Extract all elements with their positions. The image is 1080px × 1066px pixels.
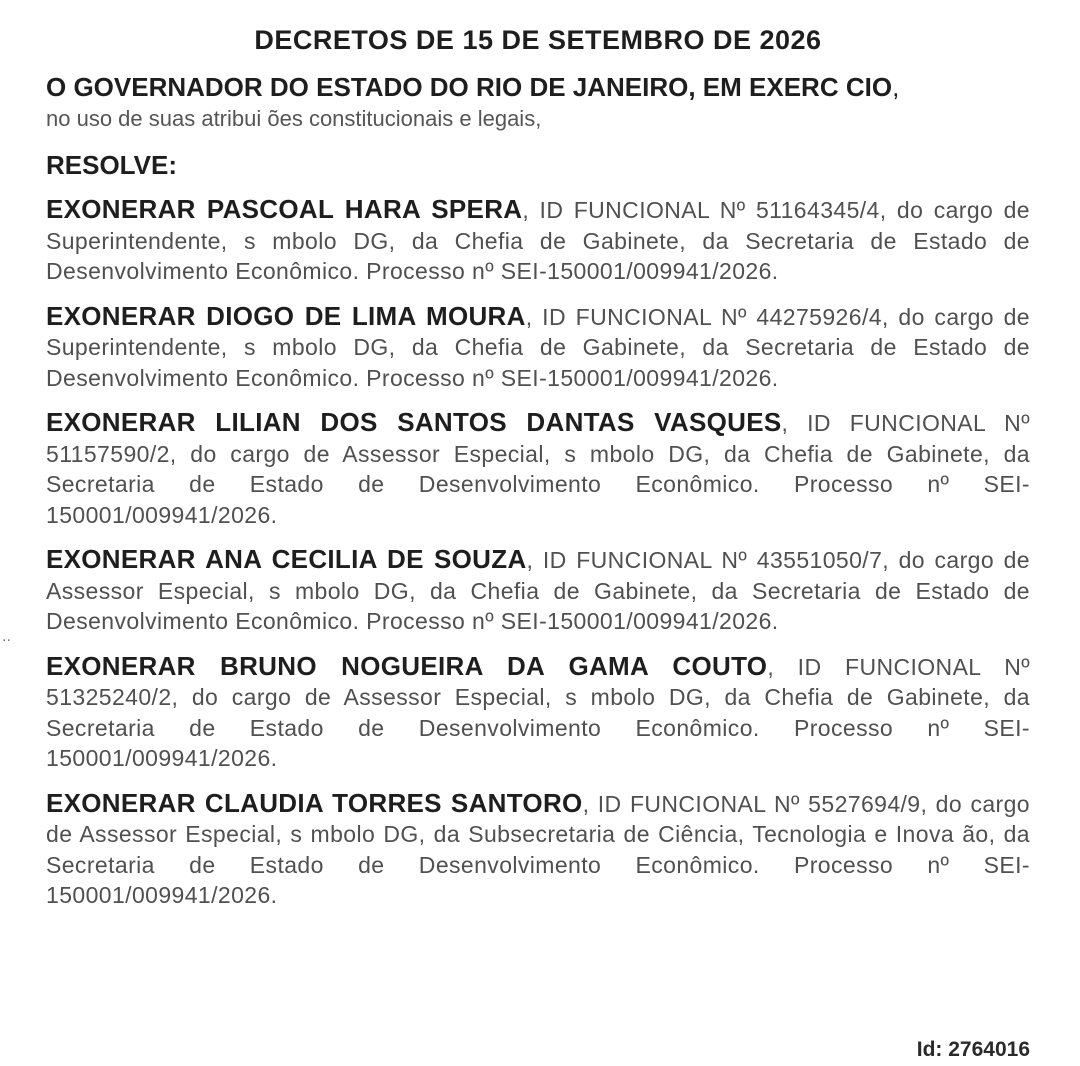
decree-heading: EXONERAR LILIAN DOS SANTOS DANTAS VASQUES — [46, 407, 782, 437]
decree-text: , ID FUNCIONAL Nº 51325240/2, do cargo de Assessor Especial, s mbolo DG, da Chefia de Gabinete, da Secretaria de Estado de Desenvolvimento Econômico. Processo nº SEI-150001/009941/2026. — [46, 653, 1030, 771]
page-title: DECRETOS DE 15 DE SETEMBRO DE 2026 — [254, 25, 822, 55]
decree-text: , ID FUNCIONAL Nº 44275926/4, do cargo de Superintendente, s mbolo DG, da Chefia de Gabinete, da Secretaria de Estado de Desenvolvimento Econômico. Processo nº SEI-150001/009941/2026. — [46, 303, 1030, 391]
decree-heading: EXONERAR BRUNO NOGUEIRA DA GAMA COUTO — [46, 650, 768, 681]
decree-paragraph — [46, 194, 1030, 287]
decree-paragraph — [46, 651, 1030, 774]
decree-text: , ID FUNCIONAL Nº 43551050/7, do cargo de Assessor Especial, s mbolo DG, da Chefia de Gabinete, da Secretaria de Estado de Desenvolvimento Econômico. Processo nº SEI-150001/009941/2026. — [46, 547, 1030, 634]
document-id: Id: 2764016 — [916, 1038, 1030, 1061]
decree-paragraph — [46, 301, 1030, 394]
decree-paragraph — [46, 407, 1030, 530]
decree-text: , ID FUNCIONAL Nº 5527694/9, do cargo de Assessor Especial, s mbolo DG, da Subsecretaria de Ciência, Tecnologia e Inova ão, da Secretaria de Estado de Desenvolvimento Econômico. Processo nº SEI-150001/009941/2026. — [46, 790, 1030, 908]
decree-heading: EXONERAR DIOGO DE LIMA MOURA — [46, 300, 526, 331]
intro-heading — [46, 70, 1030, 104]
decree-paragraph — [46, 788, 1030, 911]
decree-paragraph — [46, 544, 1030, 637]
decree-text: , ID FUNCIONAL Nº 51164345/4, do cargo de Superintendente, s mbolo DG, da Chefia de Gabinete, da Secretaria de Estado de Desenvolvimento Econômico. Processo nº SEI-150001/009941/2026. — [46, 197, 1030, 284]
decree-heading: EXONERAR ANA CECILIA DE SOUZA — [46, 544, 527, 574]
decree-page — [46, 20, 1030, 925]
decree-heading: EXONERAR CLAUDIA TORRES SANTORO — [46, 787, 583, 818]
intro-heading-text: O GOVERNADOR DO ESTADO DO RIO DE JANEIRO, EM EXERC CIO — [46, 72, 893, 102]
resolve-heading: RESOLVE: — [46, 150, 177, 180]
decree-text: , ID FUNCIONAL Nº 51157590/2, do cargo de Assessor Especial, s mbolo DG, da Chefia de Gabinete, da Secretaria de Estado de Desenvolvimento Econômico. Processo nº SEI-150001/009941/2026. — [46, 410, 1030, 528]
intro-heading-punct: , — [892, 72, 900, 102]
margin-mark: .. — [2, 628, 11, 645]
decree-heading: EXONERAR PASCOAL HARA SPERA — [46, 194, 523, 224]
intro-text: no uso de suas atribui ões constitucionais e legais, — [46, 106, 542, 131]
